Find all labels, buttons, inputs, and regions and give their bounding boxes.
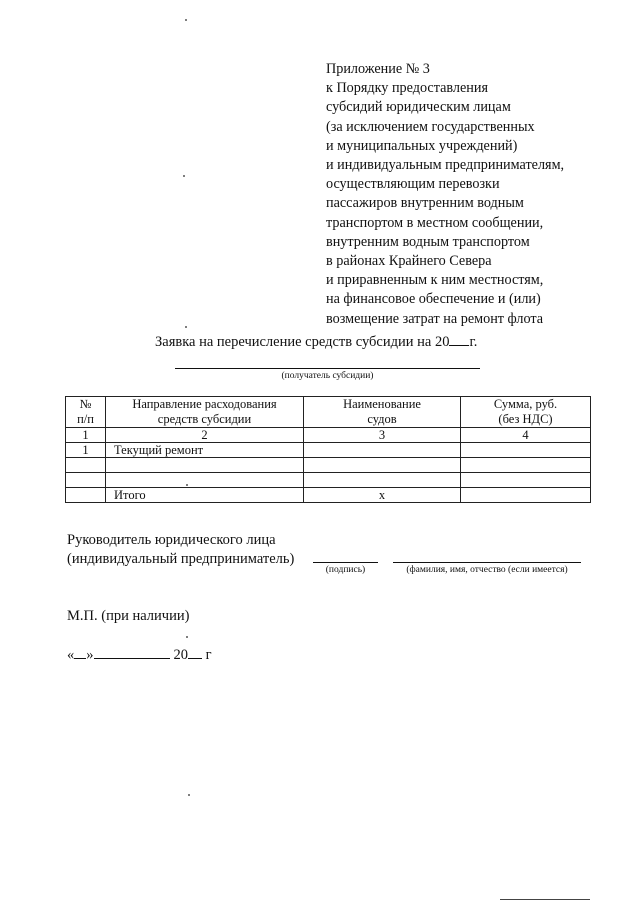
header-num-line: п/п bbox=[77, 412, 94, 426]
signature-role-line1: Руководитель юридического лица bbox=[67, 532, 276, 548]
appendix-line: Приложение № 3 bbox=[326, 61, 430, 77]
signature-line bbox=[313, 562, 378, 563]
table-row bbox=[66, 443, 591, 458]
table-row bbox=[66, 458, 591, 473]
appendix-line: возмещение затрат на ремонт флота bbox=[326, 310, 544, 327]
month-blank bbox=[94, 646, 170, 659]
appendix-header bbox=[326, 60, 626, 329]
name-caption: (фамилия, имя, отчество (если имеется) bbox=[406, 565, 568, 575]
table-cell bbox=[106, 458, 304, 473]
header-num-line: № bbox=[79, 397, 92, 411]
date-open-quote: « bbox=[67, 647, 75, 663]
date-line bbox=[67, 646, 212, 664]
appendix-line: и индивидуальным предпринимателям, bbox=[326, 157, 565, 174]
year-suffix: г bbox=[205, 647, 212, 663]
table-cell bbox=[304, 443, 461, 458]
signature-block bbox=[67, 531, 294, 569]
signature-caption: (подпись) bbox=[325, 565, 366, 575]
total-label: Итого bbox=[106, 488, 304, 503]
total-amount bbox=[461, 488, 591, 503]
total-vessels-mark: х bbox=[304, 488, 461, 503]
appendix-line: субсидий юридическим лицам bbox=[326, 99, 511, 116]
scan-speck bbox=[185, 19, 187, 21]
year-blank bbox=[188, 646, 202, 659]
header-amount-line: (без НДС) bbox=[498, 412, 553, 426]
stamp-label: М.П. (при наличии) bbox=[67, 608, 190, 624]
appendix-line: и приравненным к ним местностям, bbox=[326, 272, 544, 289]
scan-speck bbox=[185, 326, 187, 328]
table-cell bbox=[461, 473, 591, 488]
table-index-row bbox=[66, 428, 591, 443]
header-vessels-line: Наименование bbox=[343, 397, 421, 411]
table-total-row bbox=[66, 488, 591, 503]
table-cell: 1 bbox=[66, 443, 106, 458]
name-line bbox=[393, 562, 581, 563]
appendix-line: и муниципальных учреждений) bbox=[326, 137, 518, 154]
table-cell bbox=[304, 473, 461, 488]
scan-edge-line bbox=[500, 899, 590, 900]
recipient-caption: (получатель субсидии) bbox=[281, 371, 374, 381]
table-cell: 1 bbox=[66, 428, 106, 443]
appendix-line: осуществляющим перевозки bbox=[326, 176, 500, 193]
recipient-line bbox=[175, 368, 480, 369]
header-amount-line: Сумма, руб. bbox=[493, 397, 558, 411]
table-row bbox=[66, 473, 591, 488]
document-title bbox=[155, 333, 477, 351]
header-vessels bbox=[304, 397, 461, 428]
appendix-line: (за исключением государственных bbox=[326, 118, 535, 135]
table-cell: 4 bbox=[461, 428, 591, 443]
table-cell bbox=[461, 443, 591, 458]
header-direction-line: средств субсидии bbox=[157, 412, 252, 426]
day-blank bbox=[74, 646, 86, 659]
appendix-line: к Порядку предоставления bbox=[326, 80, 488, 97]
table-header-row bbox=[66, 397, 591, 428]
table-cell bbox=[106, 473, 304, 488]
appendix-line: пассажиров внутренним водным bbox=[326, 195, 524, 212]
year-blank bbox=[449, 333, 469, 346]
scan-speck bbox=[183, 175, 185, 177]
header-num bbox=[66, 397, 106, 428]
header-direction-line: Направление расходования bbox=[132, 397, 277, 411]
table-cell bbox=[304, 458, 461, 473]
appendix-line: транспортом в местном сообщении, bbox=[326, 214, 544, 231]
header-amount bbox=[461, 397, 591, 428]
year-prefix: 20 bbox=[173, 647, 188, 663]
table-cell bbox=[66, 473, 106, 488]
title-suffix: г. bbox=[469, 334, 478, 350]
signature-role-line2: (индивидуальный предприниматель) bbox=[67, 551, 295, 567]
table-cell: 2 bbox=[106, 428, 304, 443]
scan-speck bbox=[186, 636, 188, 638]
appendix-line: в районах Крайнего Севера bbox=[326, 253, 492, 270]
appendix-line: на финансовое обеспечение и (или) bbox=[326, 291, 541, 308]
table-cell bbox=[66, 458, 106, 473]
subsidy-table bbox=[65, 396, 591, 503]
date-close-quote: » bbox=[86, 647, 94, 663]
table-cell bbox=[66, 488, 106, 503]
table-cell: Текущий ремонт bbox=[106, 443, 304, 458]
table-cell bbox=[461, 458, 591, 473]
appendix-line: внутренним водным транспортом bbox=[326, 233, 530, 250]
header-vessels-line: судов bbox=[367, 412, 397, 426]
scan-speck bbox=[188, 794, 190, 796]
table-cell: 3 bbox=[304, 428, 461, 443]
header-direction bbox=[106, 397, 304, 428]
title-prefix: Заявка на перечисление средств субсидии на 20 bbox=[155, 334, 450, 350]
